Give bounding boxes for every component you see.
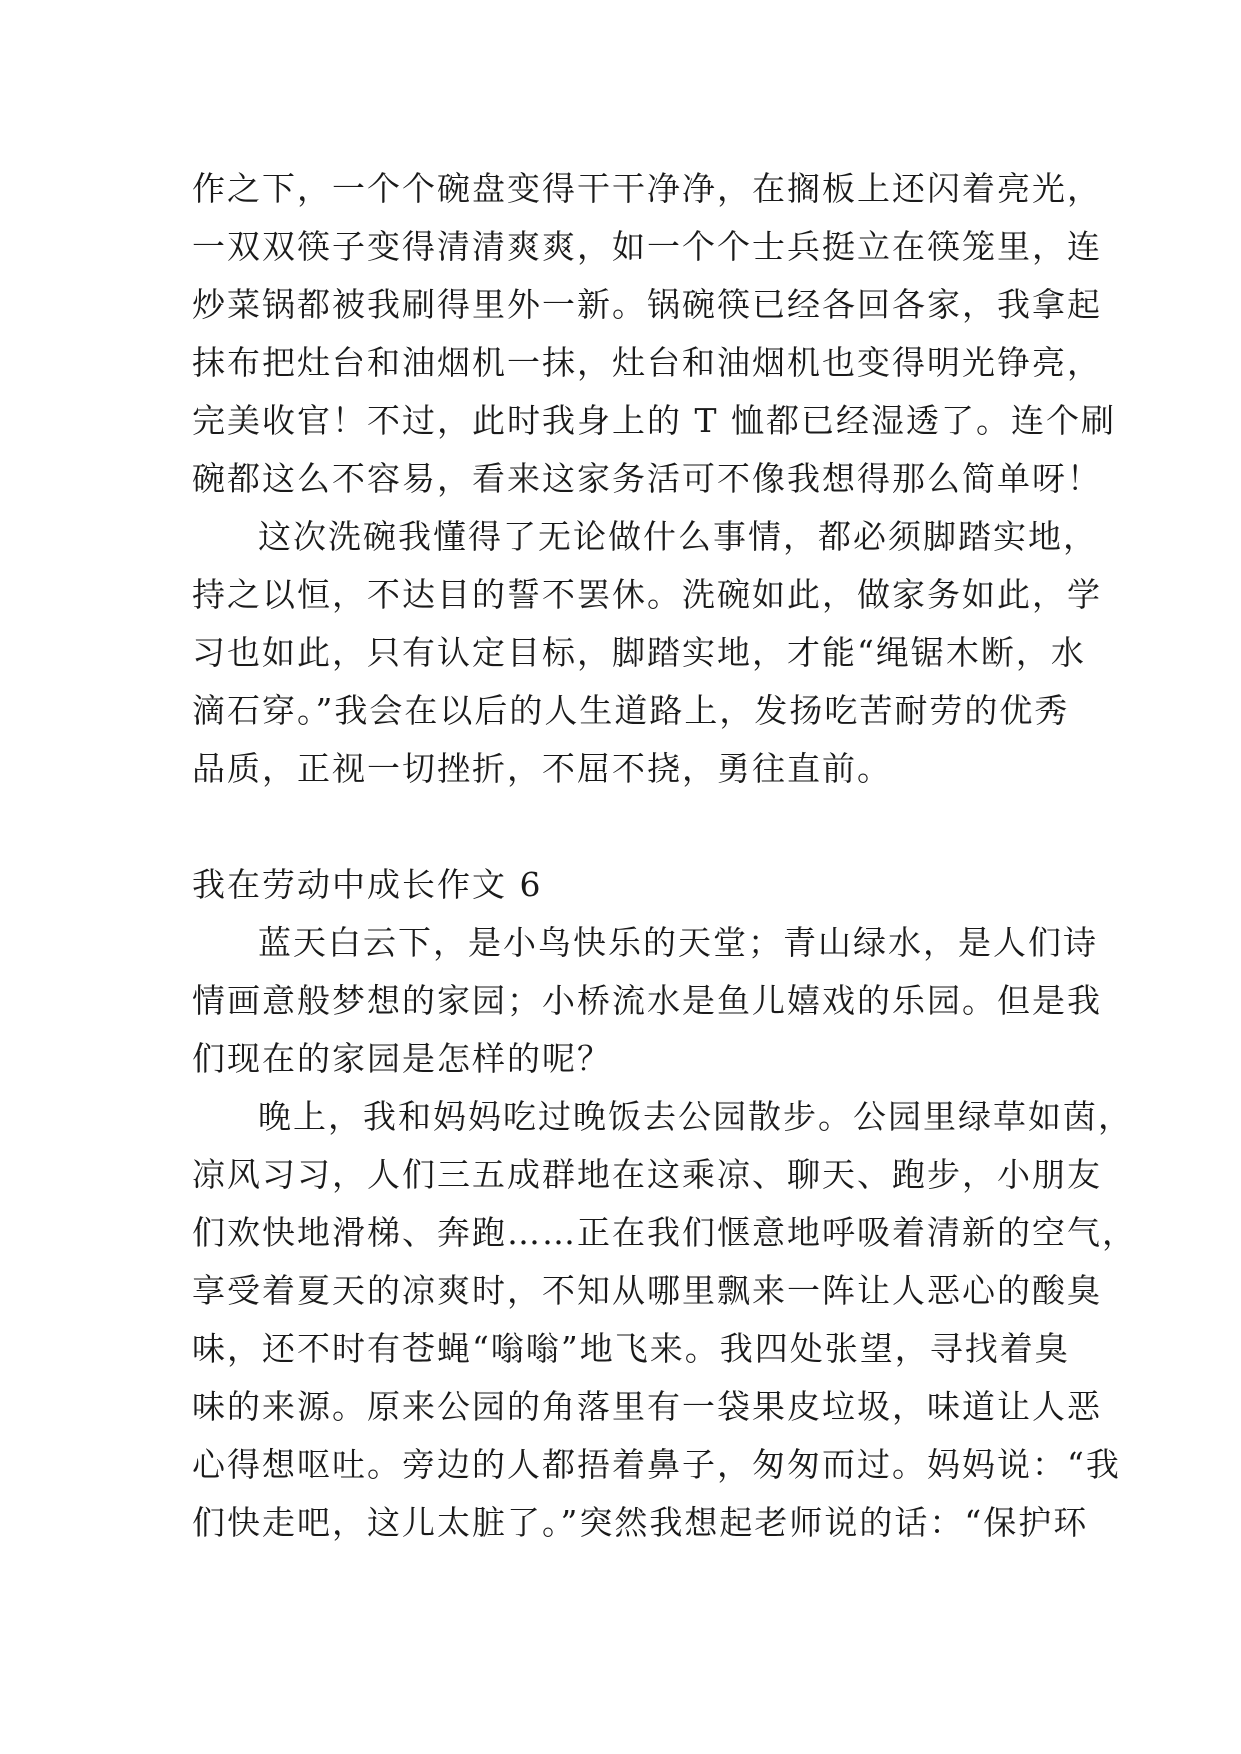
text-line: 们现在的家园是怎样的呢？ [192, 1039, 612, 1078]
essay-heading: 我在劳动中成长作文 6 [192, 865, 543, 904]
text-line: 碗都这么不容易，看来这家务活可不像我想得那么简单呀！ [192, 459, 1102, 498]
text-line: 滴石穿。”我会在以后的人生道路上，发扬吃苦耐劳的优秀 [192, 691, 1070, 730]
text-line: 味的来源。原来公园的角落里有一袋果皮垃圾，味道让人恶 [192, 1387, 1102, 1426]
text-line: 一双双筷子变得清清爽爽，如一个个士兵挺立在筷笼里，连 [192, 227, 1102, 266]
text-line: 凉风习习，人们三五成群地在这乘凉、聊天、跑步，小朋友 [192, 1155, 1102, 1194]
text-line: 持之以恒，不达目的誓不罢休。洗碗如此，做家务如此，学 [192, 575, 1102, 614]
text-line: 炒菜锅都被我刷得里外一新。锅碗筷已经各回各家，我拿起 [192, 285, 1102, 324]
text-line: 蓝天白云下，是小鸟快乐的天堂；青山绿水，是人们诗 [258, 923, 1098, 962]
text-line: 作之下，一个个碗盘变得干干净净，在搁板上还闪着亮光， [192, 169, 1102, 208]
text-line: 晚上，我和妈妈吃过晚饭去公园散步。公园里绿草如茵， [258, 1097, 1133, 1136]
text-line: 习也如此，只有认定目标，脚踏实地，才能“绳锯木断，水 [192, 633, 1086, 672]
text-line: 情画意般梦想的家园；小桥流水是鱼儿嬉戏的乐园。但是我 [192, 981, 1102, 1020]
text-line: 们快走吧，这儿太脏了。”突然我想起老师说的话：“保护环 [192, 1503, 1089, 1542]
text-line: 们欢快地滑梯、奔跑……正在我们惬意地呼吸着清新的空气， [192, 1213, 1137, 1252]
section-gap [192, 798, 1062, 856]
text-line: 味，还不时有苍蝇“嗡嗡”地飞来。我四处张望，寻找着臭 [192, 1329, 1070, 1368]
text-line: 抹布把灶台和油烟机一抹，灶台和油烟机也变得明光铮亮， [192, 343, 1102, 382]
text-line: 心得想呕吐。旁边的人都捂着鼻子，匆匆而过。妈妈说：“我 [192, 1445, 1121, 1484]
paragraph-park-walk [192, 1088, 1137, 1552]
text-line: 这次洗碗我懂得了无论做什么事情，都必须脚踏实地， [258, 517, 1098, 556]
text-line: 品质，正视一切挫折，不屈不挠，勇往直前。 [192, 749, 892, 788]
paragraph-lesson-learned [192, 508, 1102, 798]
text-line: 完美收官！不过，此时我身上的 T 恤都已经湿透了。连个刷 [192, 401, 1116, 440]
document-body [192, 160, 1137, 1552]
paragraph-dishwashing-continued [192, 160, 1116, 508]
paragraph-opening [192, 914, 1102, 1088]
text-line: 享受着夏天的凉爽时，不知从哪里飘来一阵让人恶心的酸臭 [192, 1271, 1102, 1310]
